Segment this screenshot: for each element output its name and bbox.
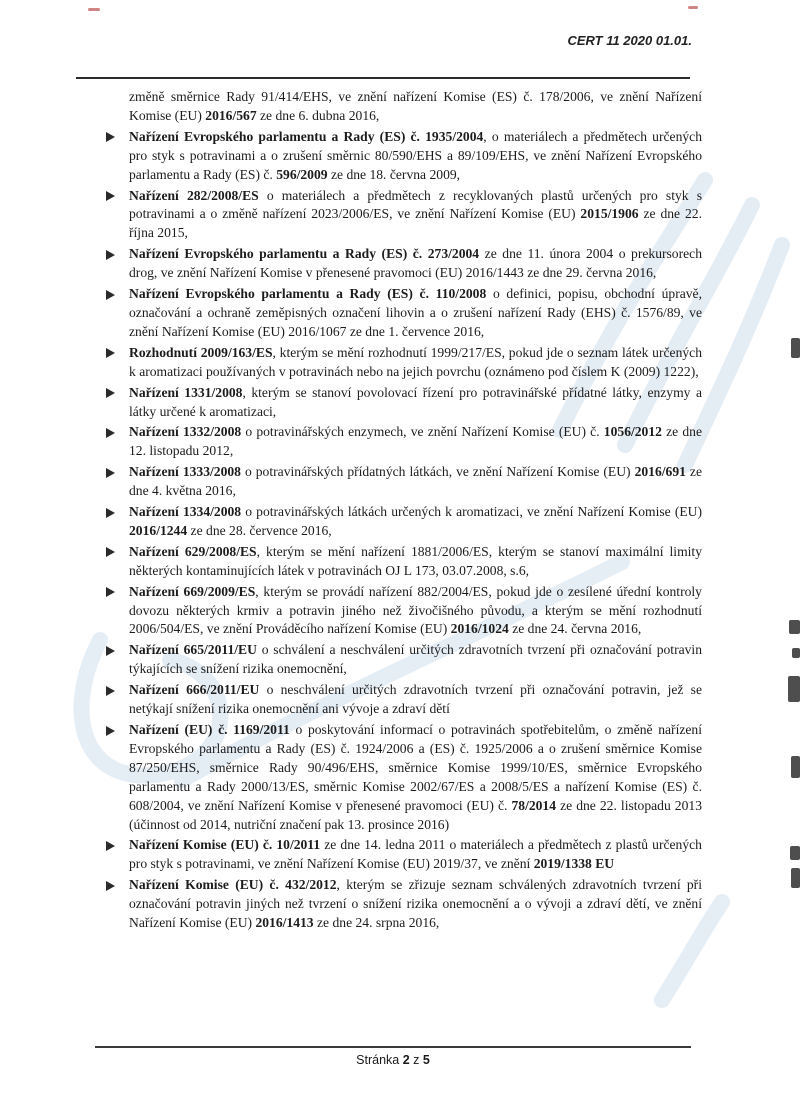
arrowhead-bullet-icon	[106, 841, 115, 851]
footer-of: z	[409, 1053, 423, 1067]
regulation-text: Nařízení 629/2008/ES, kterým se mění nařízení 1881/2006/ES, kterým se stanoví maximální limity některých kontaminujících látek v potravinách OJ L 173, 03.07.2008, s.6,	[129, 543, 702, 578]
arrowhead-bullet-icon	[106, 428, 115, 438]
regulation-item	[102, 128, 702, 185]
regulation-item	[102, 463, 702, 501]
regulation-text: Nařízení Evropského parlamentu a Rady (ES) č. 1935/2004, o materiálech a předmětech určených pro styk s potravinami a o zrušení směrnic 80/590/EHS a 89/109/EHS, ve znění Nařízení Evropského parlamentu a Rady (ES) č. 596/2009 ze dne 18. června 2009,	[129, 128, 702, 182]
arrowhead-bullet-icon	[106, 468, 115, 478]
regulation-item	[102, 245, 702, 283]
regulation-text: Rozhodnutí 2009/163/ES, kterým se mění rozhodnutí 1999/217/ES, pokud jde o seznam látek určených k aromatizaci používaných v potravinách nebo na jejich povrchu (oznámeno pod číslem K (2009) 1222),	[129, 344, 702, 379]
regulation-item	[102, 285, 702, 342]
footer-label: Stránka	[356, 1053, 403, 1067]
regulation-text: Nařízení Komise (EU) č. 432/2012, kterým se zřizuje seznam schválených zdravotních tvrzení při označování potravin jiných než tvrzení o snížení rizika onemocnění a o vývoji a zdraví dětí, ve znění Nařízení Komise (EU) 2016/1413 ze dne 24. srpna 2016,	[129, 877, 702, 931]
regulation-text: Nařízení 1332/2008 o potravinářských enzymech, ve znění Nařízení Komise (EU) č. 1056/2012 ze dne 12. listopadu 2012,	[129, 424, 703, 459]
document-header: CERT 11 2020 01.01.	[567, 33, 692, 48]
regulation-text: Nařízení 1333/2008 o potravinářských přídatných látkách, ve znění Nařízení Komise (EU) 2016/691 ze dne 4. května 2016,	[129, 464, 702, 499]
regulation-item	[102, 641, 702, 679]
arrowhead-bullet-icon	[106, 250, 115, 260]
regulation-item	[102, 384, 702, 422]
footer-rule	[95, 1046, 691, 1048]
regulation-text: Nařízení (EU) č. 1169/2011 o poskytování informací o potravinách spotřebitelům, o změně nařízení Evropského parlamentu a Rady (ES) č. 1924/2006 a (ES) č. 1925/2006 a o zrušení směrnice Komise 87/250/EHS, směrnice Rady 90/496/EHS, směrnice Komise 1999/10/ES, směrnice Evropského parlamentu a Rady 2000/13/ES, směrnic Komise 2002/67/ES a 2008/5/ES a nařízení Komise (ES) č. 608/2004, ve znění Nařízení Komise v přenesené pravomoci (EU) č. 78/2014 ze dne 22. listopadu 2013 (účinnost od 2014, nutriční značení pak 13. prosince 2016)	[129, 722, 702, 832]
regulation-item	[102, 721, 702, 834]
regulation-list	[102, 88, 702, 935]
arrowhead-bullet-icon	[106, 587, 115, 597]
scan-artifact	[789, 620, 800, 634]
scan-artifact	[688, 6, 698, 9]
arrowhead-bullet-icon	[106, 191, 115, 201]
arrowhead-bullet-icon	[106, 726, 115, 736]
regulation-item	[102, 583, 702, 640]
arrowhead-bullet-icon	[106, 290, 115, 300]
arrowhead-bullet-icon	[106, 646, 115, 656]
header-rule	[76, 77, 690, 79]
regulation-item	[102, 876, 702, 933]
scan-artifact	[791, 868, 800, 888]
page-footer	[95, 1053, 691, 1067]
regulation-item	[102, 503, 702, 541]
regulation-item	[102, 836, 702, 874]
regulation-item	[102, 187, 702, 244]
continuation-paragraph	[102, 88, 702, 126]
arrowhead-bullet-icon	[106, 508, 115, 518]
arrowhead-bullet-icon	[106, 132, 115, 142]
arrowhead-bullet-icon	[106, 547, 115, 557]
regulation-text: Nařízení 666/2011/EU o neschválení určitých zdravotních tvrzení při označování potravin, jež se netýkají snížení rizika onemocnění ani vývoje a zdraví dětí	[129, 682, 702, 717]
regulation-text: Nařízení 669/2009/ES, kterým se provádí nařízení 882/2004/ES, pokud jde o zesílené úřední kontroly dovozu některých krmiv a potravin jiného než živočišného původu, a kterým se mění rozhodnutí 2006/504/ES, ve znění Prováděcího nařízení Komise (EU) 2016/1024 ze dne 24. června 2016,	[129, 583, 702, 637]
scan-artifact	[88, 8, 100, 11]
arrowhead-bullet-icon	[106, 388, 115, 398]
regulation-item	[102, 423, 702, 461]
footer-total: 5	[422, 1053, 430, 1067]
footer-page-number: 2	[402, 1053, 410, 1067]
regulation-text: Nařízení 1334/2008 o potravinářských látkách určených k aromatizaci, ve znění Nařízení Komise (EU) 2016/1244 ze dne 28. července 2016,	[129, 504, 702, 538]
regulation-item	[102, 543, 702, 581]
scan-artifact	[788, 676, 800, 702]
regulation-text: Nařízení Komise (EU) č. 10/2011 ze dne 14. ledna 2011 o materiálech a předmětech z plastů určených pro styk s potravinami, ve znění Nařízení Komise (EU) 2019/37, ve znění 2019/1338 EU	[129, 837, 702, 872]
regulation-item	[102, 344, 702, 382]
regulation-text: Nařízení Evropského parlamentu a Rady (ES) č. 110/2008 o definici, popisu, obchodní úpravě, označování a ochraně zeměpisných označení lihovin a o zrušení nařízení Rady (EHS) č. 1576/89, ve znění Nařízení Komise (EU) 2016/1067 ze dne 1. července 2016,	[129, 286, 702, 339]
regulation-text: změně směrnice Rady 91/414/EHS, ve znění nařízení Komise (ES) č. 178/2006, ve znění Nařízení Komise (EU) 2016/567 ze dne 6. dubna 2016,	[129, 89, 702, 123]
arrowhead-bullet-icon	[106, 686, 115, 696]
regulation-item	[102, 681, 702, 719]
regulation-text: Nařízení Evropského parlamentu a Rady (ES) č. 273/2004 ze dne 11. února 2004 o prekursorech drog, ve znění Nařízení Komise v přenesené pravomoci (EU) 2016/1443 ze dne 29. června 2016,	[129, 246, 702, 281]
scan-artifact	[791, 756, 800, 778]
scan-artifact	[792, 648, 800, 658]
scan-artifact	[790, 846, 800, 860]
arrowhead-bullet-icon	[106, 348, 115, 358]
arrowhead-bullet-icon	[106, 881, 115, 891]
regulation-text: Nařízení 1331/2008, kterým se stanoví povolovací řízení pro potravinářské přídatné látky, enzymy a látky určené k aromatizaci,	[129, 384, 702, 419]
regulation-text: Nařízení 282/2008/ES o materiálech a předmětech z recyklovaných plastů určených pro styk s potravinami a o změně nařízení 2023/2006/ES, ve znění Nařízení Komise (EU) 2015/1906 ze dne 22. října 2015,	[129, 187, 702, 241]
regulation-text: Nařízení 665/2011/EU o schválení a neschválení určitých zdravotních tvrzení při označování potravin týkajících se snížení rizika onemocnění,	[129, 642, 702, 677]
scan-artifact	[791, 338, 800, 358]
